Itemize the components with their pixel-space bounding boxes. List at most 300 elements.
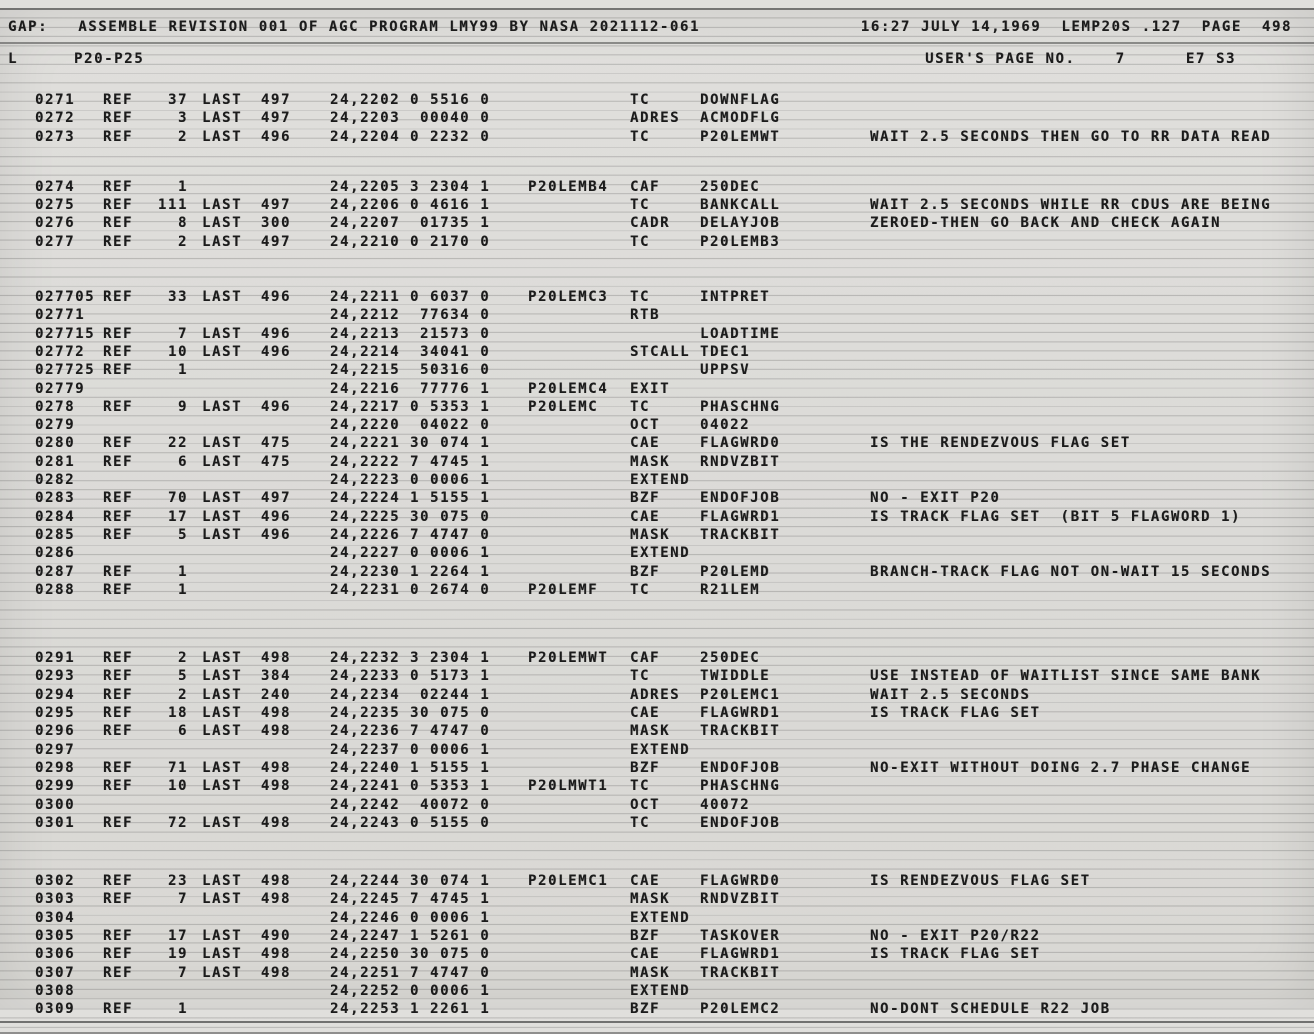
cell-word: 30 075 0	[410, 946, 491, 963]
cell-lastpage: 498	[260, 891, 291, 908]
cell-lastpage: 497	[260, 490, 291, 507]
cell-refnum: 5	[177, 668, 188, 685]
code-block-4	[0, 649, 1314, 832]
cell-refnum: 1	[177, 178, 188, 195]
cell-ref: REF	[103, 233, 134, 250]
cell-last: LAST	[202, 398, 243, 415]
cell-refnum: 2	[177, 650, 188, 667]
cell-refnum: 1	[177, 563, 188, 580]
cell-lastpage: 496	[260, 398, 291, 415]
cell-opcode: EXTEND	[630, 472, 691, 489]
cell-address: 24,2234	[330, 686, 401, 703]
cell-refnum: 6	[177, 453, 188, 470]
cell-label	[500, 306, 610, 324]
cell-refnum	[140, 416, 192, 434]
cell-lastpage: 497	[260, 197, 291, 214]
program-section-title: P20-P25	[74, 51, 145, 67]
cell-address: 24,2242	[330, 796, 401, 813]
cell-seq: 0308	[35, 982, 76, 999]
cell-last	[192, 741, 250, 759]
cell-label	[500, 325, 610, 343]
cell-word: 30 074 1	[410, 873, 491, 890]
cell-seq: 02779	[35, 380, 86, 397]
cell-operand: BANKCALL	[700, 197, 781, 214]
cell-seq: 0273	[35, 128, 76, 145]
cell-ref: REF	[103, 705, 134, 722]
listing-row	[0, 91, 1314, 109]
cell-opcode: TC	[630, 233, 651, 250]
cell-address: 24,2253	[330, 1001, 401, 1018]
cell-seq: 0279	[35, 417, 76, 434]
cell-address: 24,2206	[330, 197, 401, 214]
cell-operand: 250DEC	[700, 178, 761, 195]
cell-refnum	[140, 909, 192, 927]
cell-operand: FLAGWRD0	[700, 873, 781, 890]
cell-lastpage	[250, 909, 295, 927]
cell-lastpage: 498	[260, 814, 291, 831]
cell-opcode: MASK	[630, 964, 671, 981]
cell-comment	[860, 91, 1314, 109]
listing-row	[0, 927, 1314, 945]
cell-word: 3 2304 1	[410, 650, 491, 667]
cell-lastpage: 496	[260, 128, 291, 145]
listing-row	[0, 1000, 1314, 1018]
cell-comment	[860, 325, 1314, 343]
cell-opcode: MASK	[630, 453, 671, 470]
cell-address: 24,2207	[330, 215, 401, 232]
cell-comment	[860, 306, 1314, 324]
cell-operand: P20LEMWT	[700, 128, 781, 145]
cell-lastpage	[250, 796, 295, 814]
cell-lastpage	[250, 982, 295, 1000]
cell-seq: 0306	[35, 946, 76, 963]
cell-seq: 0299	[35, 778, 76, 795]
cell-operand: P20LEMB3	[700, 233, 781, 250]
cell-address: 24,2246	[330, 909, 401, 926]
cell-opcode: ADRES	[630, 686, 681, 703]
cell-address: 24,2204	[330, 128, 401, 145]
listing-row	[0, 704, 1314, 722]
cell-ref	[103, 306, 140, 324]
cell-refnum: 70	[167, 490, 188, 507]
cell-refnum: 22	[167, 435, 188, 452]
cell-label: P20LEMF	[528, 581, 599, 598]
cell-address: 24,2211	[330, 289, 401, 306]
cell-opcode: EXIT	[630, 380, 671, 397]
cell-word: 0 2170 0	[410, 233, 491, 250]
cell-comment: BRANCH-TRACK FLAG NOT ON-WAIT 15 SECONDS	[870, 563, 1272, 580]
cell-address: 24,2212	[330, 307, 401, 324]
cell-last: LAST	[202, 759, 243, 776]
cell-last: LAST	[202, 814, 243, 831]
cell-ref	[103, 909, 140, 927]
cell-last: LAST	[202, 778, 243, 795]
cell-comment: NO-DONT SCHEDULE R22 JOB	[870, 1001, 1111, 1018]
listing-row	[0, 233, 1314, 251]
cell-ref: REF	[103, 453, 134, 470]
cell-address: 24,2222	[330, 453, 401, 470]
cell-word: 0 5173 1	[410, 668, 491, 685]
cell-label	[500, 128, 610, 146]
cell-opcode: TC	[630, 814, 651, 831]
cell-word: 7 4747 0	[410, 964, 491, 981]
listing-row	[0, 964, 1314, 982]
cell-opcode: BZF	[630, 1001, 661, 1018]
cell-ref: REF	[103, 723, 134, 740]
listing-row	[0, 581, 1314, 599]
cell-comment	[860, 814, 1314, 832]
cell-lastpage: 498	[260, 650, 291, 667]
cell-comment	[860, 890, 1314, 908]
cell-refnum: 9	[177, 398, 188, 415]
listing-row	[0, 649, 1314, 667]
cell-refnum: 7	[177, 325, 188, 342]
cell-lastpage	[250, 361, 295, 379]
listing-row	[0, 563, 1314, 581]
cell-operand: TRACKBIT	[700, 723, 781, 740]
cell-opcode: CAF	[630, 178, 661, 195]
cell-last: LAST	[202, 927, 243, 944]
cell-ref: REF	[103, 563, 134, 580]
cell-comment: USE INSTEAD OF WAITLIST SINCE SAME BANK	[870, 668, 1262, 685]
cell-lastpage: 498	[260, 778, 291, 795]
cell-lastpage: 498	[260, 946, 291, 963]
cell-word: 1 5261 0	[410, 927, 491, 944]
cell-opcode: EXTEND	[630, 909, 691, 926]
cell-label	[500, 982, 610, 1000]
cell-address: 24,2236	[330, 723, 401, 740]
cell-label	[500, 526, 610, 544]
cell-seq: 0296	[35, 723, 76, 740]
cell-word: 0 0006 1	[410, 472, 491, 489]
cell-word: 34041 0	[410, 343, 491, 360]
cell-operand	[695, 909, 860, 927]
cell-opcode: MASK	[630, 723, 671, 740]
listing-row	[0, 777, 1314, 795]
cell-ref: REF	[103, 927, 134, 944]
cell-comment	[860, 453, 1314, 471]
cell-label	[500, 508, 610, 526]
cell-refnum: 71	[167, 759, 188, 776]
cell-ref: REF	[103, 946, 134, 963]
cell-seq: 0298	[35, 759, 76, 776]
cell-last: LAST	[202, 705, 243, 722]
cell-last: LAST	[202, 453, 243, 470]
cell-address: 24,2240	[330, 759, 401, 776]
cell-lastpage: 475	[260, 453, 291, 470]
cell-comment: IS TRACK FLAG SET (BIT 5 FLAGWORD 1)	[870, 508, 1242, 525]
cell-last	[192, 178, 250, 196]
cell-comment	[860, 398, 1314, 416]
cell-word: 30 075 0	[410, 705, 491, 722]
cell-comment: IS RENDEZVOUS FLAG SET	[870, 873, 1091, 890]
cell-label	[500, 722, 610, 740]
cell-last: LAST	[202, 650, 243, 667]
cell-last: LAST	[202, 197, 243, 214]
cell-address: 24,2216	[330, 380, 401, 397]
cell-comment	[860, 909, 1314, 927]
cell-seq: 0303	[35, 891, 76, 908]
cell-seq: 0300	[35, 796, 76, 813]
cell-comment: IS TRACK FLAG SET	[870, 705, 1041, 722]
cell-comment	[860, 343, 1314, 361]
cell-label	[500, 890, 610, 908]
cell-refnum: 2	[177, 233, 188, 250]
cell-operand: P20LEMD	[700, 563, 771, 580]
cell-operand: FLAGWRD1	[700, 508, 781, 525]
cell-address: 24,2247	[330, 927, 401, 944]
cell-label	[500, 945, 610, 963]
cell-refnum: 37	[167, 92, 188, 108]
cell-word: 0 0006 1	[410, 909, 491, 926]
cell-operand: INTPRET	[700, 289, 771, 306]
cell-seq: 027715	[35, 325, 96, 342]
cell-label	[500, 343, 610, 361]
cell-label	[500, 109, 610, 127]
cell-word: 0 4616 1	[410, 197, 491, 214]
listing-row	[0, 872, 1314, 890]
cell-lastpage	[250, 416, 295, 434]
cell-label	[500, 214, 610, 232]
listing-row	[0, 128, 1314, 146]
cell-label: P20LEMC3	[528, 289, 609, 306]
cell-comment	[860, 361, 1314, 379]
cell-refnum: 33	[167, 289, 188, 306]
listing-row	[0, 489, 1314, 507]
cell-last: LAST	[202, 128, 243, 145]
cell-seq: 02771	[35, 307, 86, 324]
cell-operand: DELAYJOB	[700, 215, 781, 232]
cell-last	[192, 982, 250, 1000]
cell-lastpage: 498	[260, 759, 291, 776]
cell-address: 24,2217	[330, 398, 401, 415]
cell-comment: WAIT 2.5 SECONDS WHILE RR CDUS ARE BEING	[870, 197, 1272, 214]
cell-last: LAST	[202, 289, 243, 306]
cell-label	[500, 704, 610, 722]
cell-ref: REF	[103, 435, 134, 452]
cell-word: 04022 0	[410, 417, 491, 434]
cell-label	[500, 759, 610, 777]
listing-row	[0, 288, 1314, 306]
cell-label	[500, 471, 610, 489]
cell-last	[192, 909, 250, 927]
cell-comment	[860, 471, 1314, 489]
cell-last: LAST	[202, 873, 243, 890]
listing-row	[0, 759, 1314, 777]
cell-opcode: EXTEND	[630, 545, 691, 562]
cell-ref	[103, 471, 140, 489]
cell-operand: TWIDDLE	[700, 668, 771, 685]
cell-seq: 0272	[35, 110, 76, 127]
cell-ref	[103, 544, 140, 562]
listing-row	[0, 982, 1314, 1000]
cell-comment: IS TRACK FLAG SET	[870, 946, 1041, 963]
listing-row	[0, 325, 1314, 343]
cell-opcode: BZF	[630, 490, 661, 507]
cell-lastpage: 498	[260, 873, 291, 890]
cell-operand: TASKOVER	[700, 927, 781, 944]
cell-ref: REF	[103, 964, 134, 981]
cell-comment: WAIT 2.5 SECONDS	[870, 686, 1031, 703]
cell-seq: 0295	[35, 705, 76, 722]
cell-word: 02244 1	[410, 686, 491, 703]
cell-word: 00040 0	[410, 110, 491, 127]
listing-row	[0, 343, 1314, 361]
cell-refnum: 17	[167, 927, 188, 944]
cell-opcode: TC	[630, 289, 651, 306]
cell-ref: REF	[103, 92, 134, 108]
cell-seq: 0277	[35, 233, 76, 250]
cell-last	[192, 581, 250, 599]
cell-word: 7 4747 0	[410, 526, 491, 543]
cell-operand: 40072	[700, 796, 751, 813]
listing-row	[0, 109, 1314, 127]
listing-body	[0, 91, 1314, 1018]
cell-address: 24,2235	[330, 705, 401, 722]
cell-seq: 0282	[35, 472, 76, 489]
cell-last	[192, 306, 250, 324]
cell-refnum	[140, 544, 192, 562]
cell-address: 24,2230	[330, 563, 401, 580]
cell-word: 0 0006 1	[410, 741, 491, 758]
code-block-5	[0, 872, 1314, 1018]
cell-address: 24,2245	[330, 891, 401, 908]
cell-opcode: CAE	[630, 508, 661, 525]
cell-ref: REF	[103, 289, 134, 306]
cell-word: 77634 0	[410, 307, 491, 324]
cell-ref: REF	[103, 581, 134, 598]
cell-word: 0 5353 1	[410, 398, 491, 415]
cell-operand: PHASCHNG	[700, 398, 781, 415]
cell-lastpage	[250, 471, 295, 489]
listing-row	[0, 398, 1314, 416]
cell-word: 0 5155 0	[410, 814, 491, 831]
cell-seq: 0284	[35, 508, 76, 525]
cell-refnum: 7	[177, 964, 188, 981]
cell-comment	[860, 649, 1314, 667]
cell-refnum: 2	[177, 686, 188, 703]
listing-row	[0, 416, 1314, 434]
cell-word: 0 5353 1	[410, 778, 491, 795]
cell-comment	[860, 741, 1314, 759]
cell-word: 0 2232 0	[410, 128, 491, 145]
cell-ref: REF	[103, 814, 134, 831]
listing-row	[0, 214, 1314, 232]
cell-address: 24,2220	[330, 417, 401, 434]
listing-row	[0, 544, 1314, 562]
cell-refnum: 6	[177, 723, 188, 740]
cell-ref: REF	[103, 668, 134, 685]
cell-label: P20LEMWT	[528, 650, 609, 667]
cell-label: P20LEMC4	[528, 380, 609, 397]
cell-lastpage: 496	[260, 343, 291, 360]
cell-ref: REF	[103, 128, 134, 145]
cell-lastpage: 496	[260, 325, 291, 342]
cell-address: 24,2244	[330, 873, 401, 890]
cell-ref: REF	[103, 686, 134, 703]
cell-operand: TRACKBIT	[700, 964, 781, 981]
cell-seq: 0274	[35, 178, 76, 195]
cell-refnum: 5	[177, 526, 188, 543]
cell-comment	[860, 109, 1314, 127]
cell-operand: RNDVZBIT	[700, 891, 781, 908]
cell-refnum: 111	[157, 197, 188, 214]
cell-label	[500, 686, 610, 704]
cell-operand	[695, 544, 860, 562]
cell-lastpage: 300	[260, 215, 291, 232]
cell-opcode: TC	[630, 778, 651, 795]
cell-address: 24,2205	[330, 178, 401, 195]
cell-refnum: 17	[167, 508, 188, 525]
cell-ref: REF	[103, 508, 134, 525]
cell-lastpage: 490	[260, 927, 291, 944]
cell-opcode: CAE	[630, 946, 661, 963]
cell-address: 24,2223	[330, 472, 401, 489]
cell-comment: ZEROED-THEN GO BACK AND CHECK AGAIN	[870, 215, 1222, 232]
cell-refnum	[140, 796, 192, 814]
cell-seq: 0305	[35, 927, 76, 944]
listing-row	[0, 178, 1314, 196]
cell-seq: 0304	[35, 909, 76, 926]
cell-label	[500, 741, 610, 759]
cell-seq: 0278	[35, 398, 76, 415]
cell-label	[500, 416, 610, 434]
cell-ref: REF	[103, 398, 134, 415]
cell-word: 30 075 0	[410, 508, 491, 525]
cell-last: LAST	[202, 343, 243, 360]
cell-opcode: TC	[630, 398, 651, 415]
cell-opcode: RTB	[630, 307, 661, 324]
cell-last	[192, 416, 250, 434]
cell-lastpage: 498	[260, 723, 291, 740]
code-block-1	[0, 91, 1314, 146]
listing-row	[0, 814, 1314, 832]
listing-row	[0, 196, 1314, 214]
cell-operand: R21LEM	[700, 581, 761, 598]
cell-comment	[860, 982, 1314, 1000]
cell-lastpage	[250, 741, 295, 759]
code-block-3	[0, 288, 1314, 599]
cell-address: 24,2221	[330, 435, 401, 452]
cell-lastpage: 240	[260, 686, 291, 703]
cell-comment	[860, 233, 1314, 251]
cell-opcode: OCT	[630, 796, 661, 813]
cell-label	[500, 667, 610, 685]
listing-row	[0, 722, 1314, 740]
listing-row	[0, 909, 1314, 927]
cell-comment	[860, 178, 1314, 196]
cell-lastpage	[250, 563, 295, 581]
cell-opcode: TC	[630, 197, 651, 214]
cell-seq: 0297	[35, 741, 76, 758]
cell-lastpage	[250, 178, 295, 196]
cell-label	[500, 814, 610, 832]
cell-comment	[860, 964, 1314, 982]
cell-opcode	[610, 325, 695, 343]
listing-row	[0, 945, 1314, 963]
cell-operand: ACMODFLG	[700, 110, 781, 127]
cell-ref	[103, 982, 140, 1000]
cell-opcode: BZF	[630, 563, 661, 580]
cell-operand: UPPSV	[700, 362, 751, 379]
cell-operand: FLAGWRD1	[700, 946, 781, 963]
listing-row	[0, 667, 1314, 685]
cell-operand: ENDOFJOB	[700, 490, 781, 507]
cell-last: LAST	[202, 110, 243, 127]
listing-row	[0, 741, 1314, 759]
cell-opcode: STCALL	[630, 343, 691, 360]
cell-seq: 0276	[35, 215, 76, 232]
